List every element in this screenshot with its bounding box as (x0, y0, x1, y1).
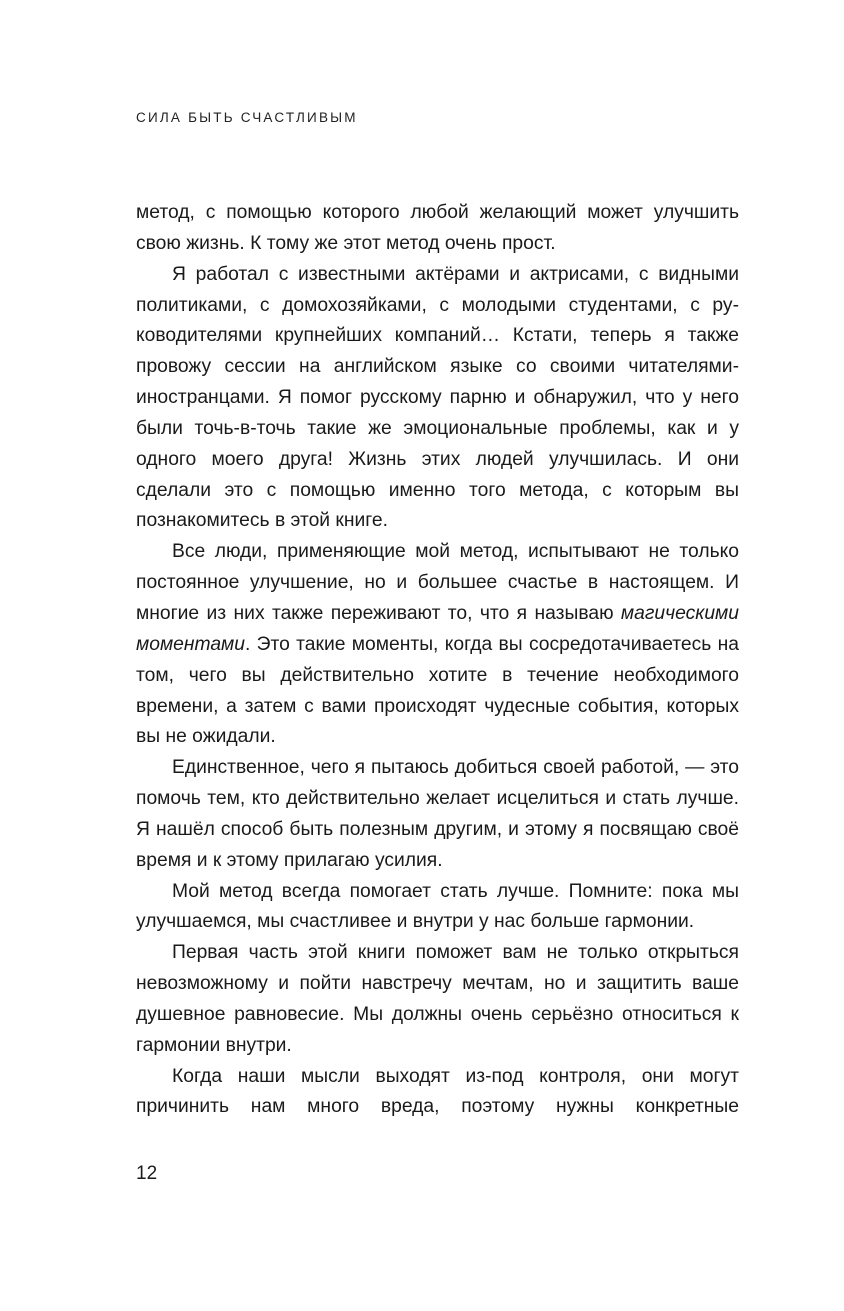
paragraph: Мой метод всегда помогает стать лучше. Помните: пока мы улучшаемся, мы счастливее и внутри у нас больше гармонии. (136, 880, 739, 933)
paragraph-with-emphasis (136, 537, 739, 753)
paragraph-text: . Это такие моменты, когда вы сосредотачиваетесь на том, чего вы действительно хотите в течение необходимого времени, а затем с вами происходят чудесные события, которых вы не ожидали. (136, 633, 739, 748)
paragraph-continued: метод, с помощью которого любой желающий может улучшить свою жизнь. К тому же этот метод очень прост. (136, 202, 739, 254)
page-number: 12 (136, 1163, 158, 1184)
paragraph-text: Все люди, применяющие мой метод, испытывают не только постоянное улучшение, но и большее счастье в настоящем. И многие из них также переживают то, что я называю (136, 541, 739, 624)
paragraph-continues-next-page: Когда наши мысли выходят из-под контроля, они могут причинить нам много вреда, поэтому нужны конкретные (136, 1065, 739, 1118)
emphasis-text: магическими моментами (136, 602, 739, 655)
paragraph: Первая часть этой книги поможет вам не только открыться невозможному и пойти навстречу мечтам, но и защитить ваше душевное равновесие. Мы должны очень серьёзно относиться к гармонии внутри. (136, 942, 739, 1056)
body-text (136, 198, 739, 1123)
paragraph: Я работал с известными актёрами и актрисами, с видными политиками, с домохозяйками, с молодыми студентами, с руководителями крупнейших компаний… Кстати, теперь я также провожу сессии на английском языке со своими читателями-иностранцами. Я помог русскому парню и обнаружил, что у него были точь-в-точь такие же эмоциональные проблемы, как и у одного моего друга! Жизнь этих людей улучшилась. И они сделали это с помощью именно того метода, с которым вы познакомитесь в этой книге. (136, 263, 739, 532)
paragraph: Единственное, чего я пытаюсь добиться своей работой, — это помочь тем, кто действительно желает исцелиться и стать лучше. Я нашёл способ быть полезным другим, и этому я посвящаю своё время и к этому прилагаю усилия. (136, 757, 739, 871)
running-header: СИЛА БЫТЬ СЧАСТЛИВЫМ (136, 110, 358, 125)
